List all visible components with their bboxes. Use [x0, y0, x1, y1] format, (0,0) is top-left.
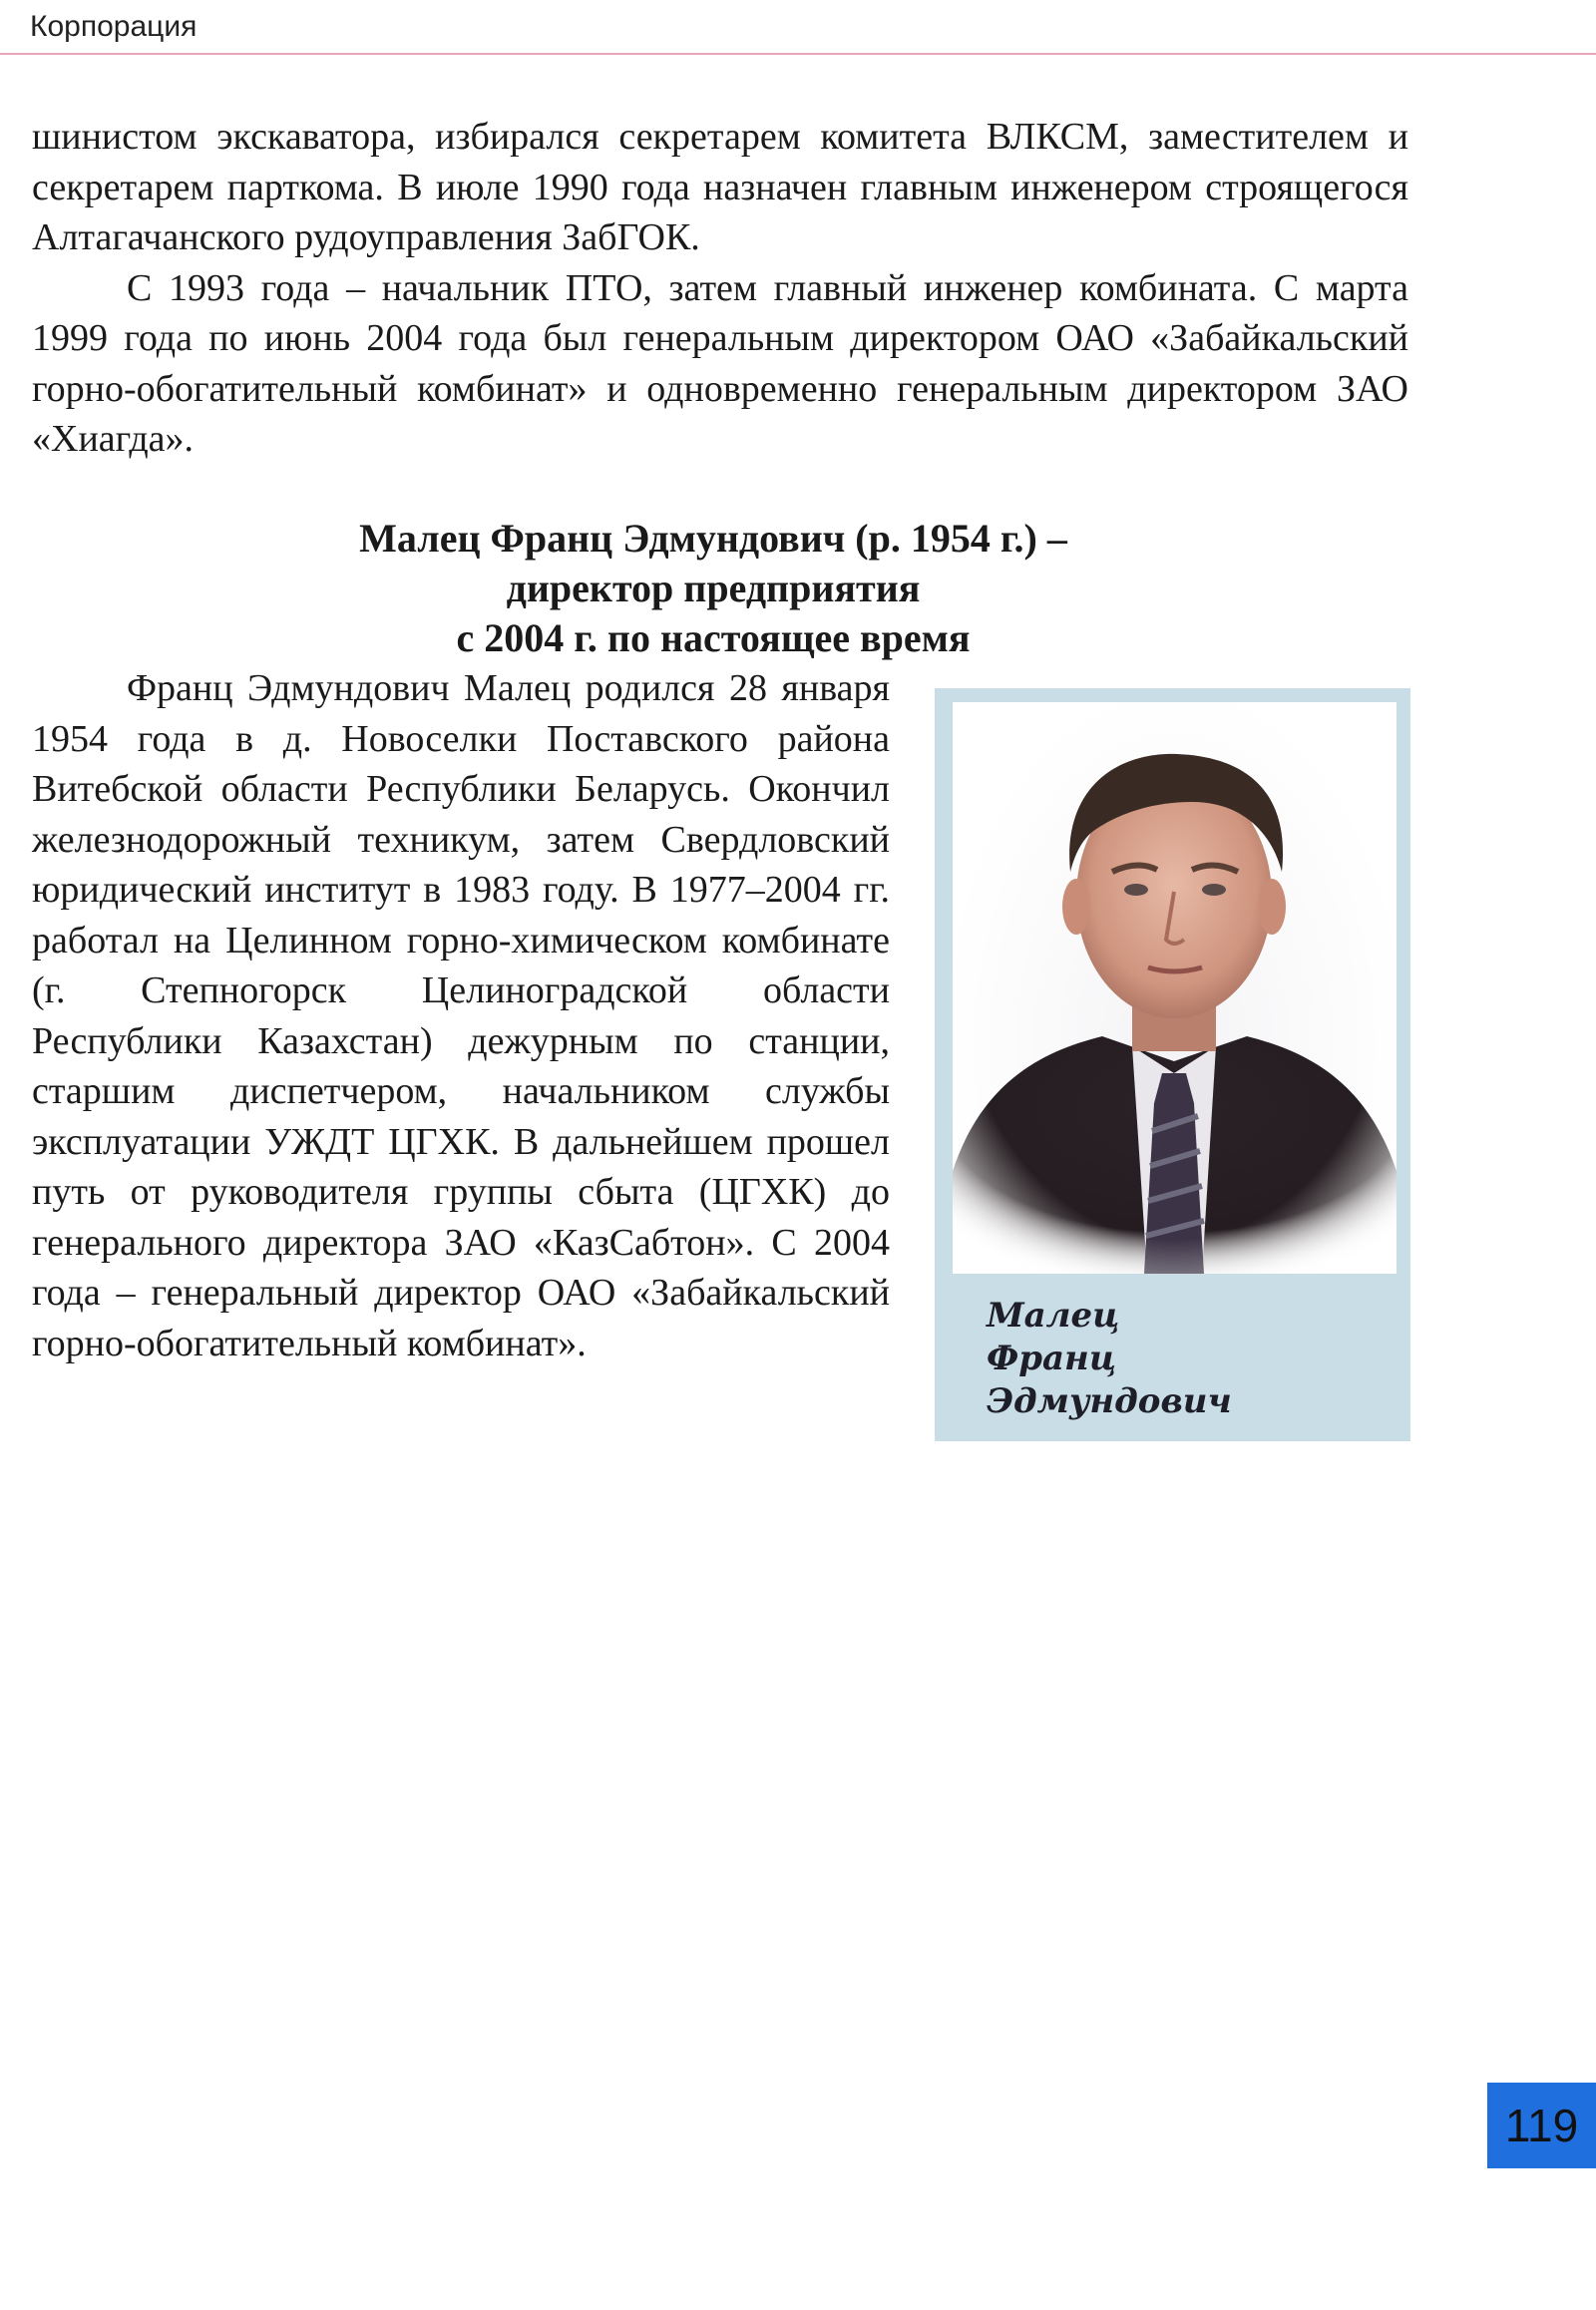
portrait-frame [935, 688, 1410, 1441]
heading-line-2: директор предприятия [506, 566, 921, 610]
header-divider [0, 53, 1596, 55]
caption-line-2: Франц [987, 1339, 1117, 1378]
portrait-illustration [953, 702, 1396, 1274]
portrait-photo [953, 702, 1396, 1274]
biography-paragraph: Франц Эдмундович Малец родился 28 января 1954 года в д. Новоселки Поставского района Витебской области Республики Беларусь. Окончил железнодорожный техникум, затем Свердловский юридический институт в 1983 году. В 1977–2004 гг. работал на Целинном горно-химическом комбинате (г. Степногорск Целиноградской области Республики Казахстан) дежурным по станции, старшим диспетчером, начальником службы эксплуатации УЖДТ ЦГХК. В дальнейшем прошел путь от руководителя группы сбыта (ЦГХК) до генерального директора ЗАО «КазСабтон». С 2004 года – генеральный директор ОАО «Забайкальский горно-обогатительный комбинат». [32, 667, 890, 1364]
intro-paragraph-2: С 1993 года – начальник ПТО, затем главный инженер комбината. С марта 1999 года по июнь 2004 года был генеральным директором ОАО «Забайкальский горно-обогатительный комбинат» и одновременно генеральным директором ЗАО «Хиагда». [32, 266, 1408, 460]
intro-text [32, 112, 1408, 465]
section-heading [0, 514, 1596, 663]
heading-line-1: Малец Франц Эдмундович (р. 1954 г.) – [359, 516, 1067, 561]
portrait-caption [987, 1295, 1232, 1423]
heading-line-3: с 2004 г. по настоящее время [456, 615, 971, 660]
intro-paragraph-1: шинистом экскаватора, избирался секретарем комитета ВЛКСМ, заместителем и секретарем парткома. В июле 1990 года назначен главным инженером строящегося Алтагачанского рудоуправления ЗабГОК. [32, 116, 1408, 258]
caption-line-3: Эдмундович [987, 1381, 1232, 1421]
caption-line-1: Малец [987, 1296, 1120, 1336]
running-header: Корпорация [30, 10, 198, 43]
page-number: 119 [1487, 2083, 1596, 2168]
